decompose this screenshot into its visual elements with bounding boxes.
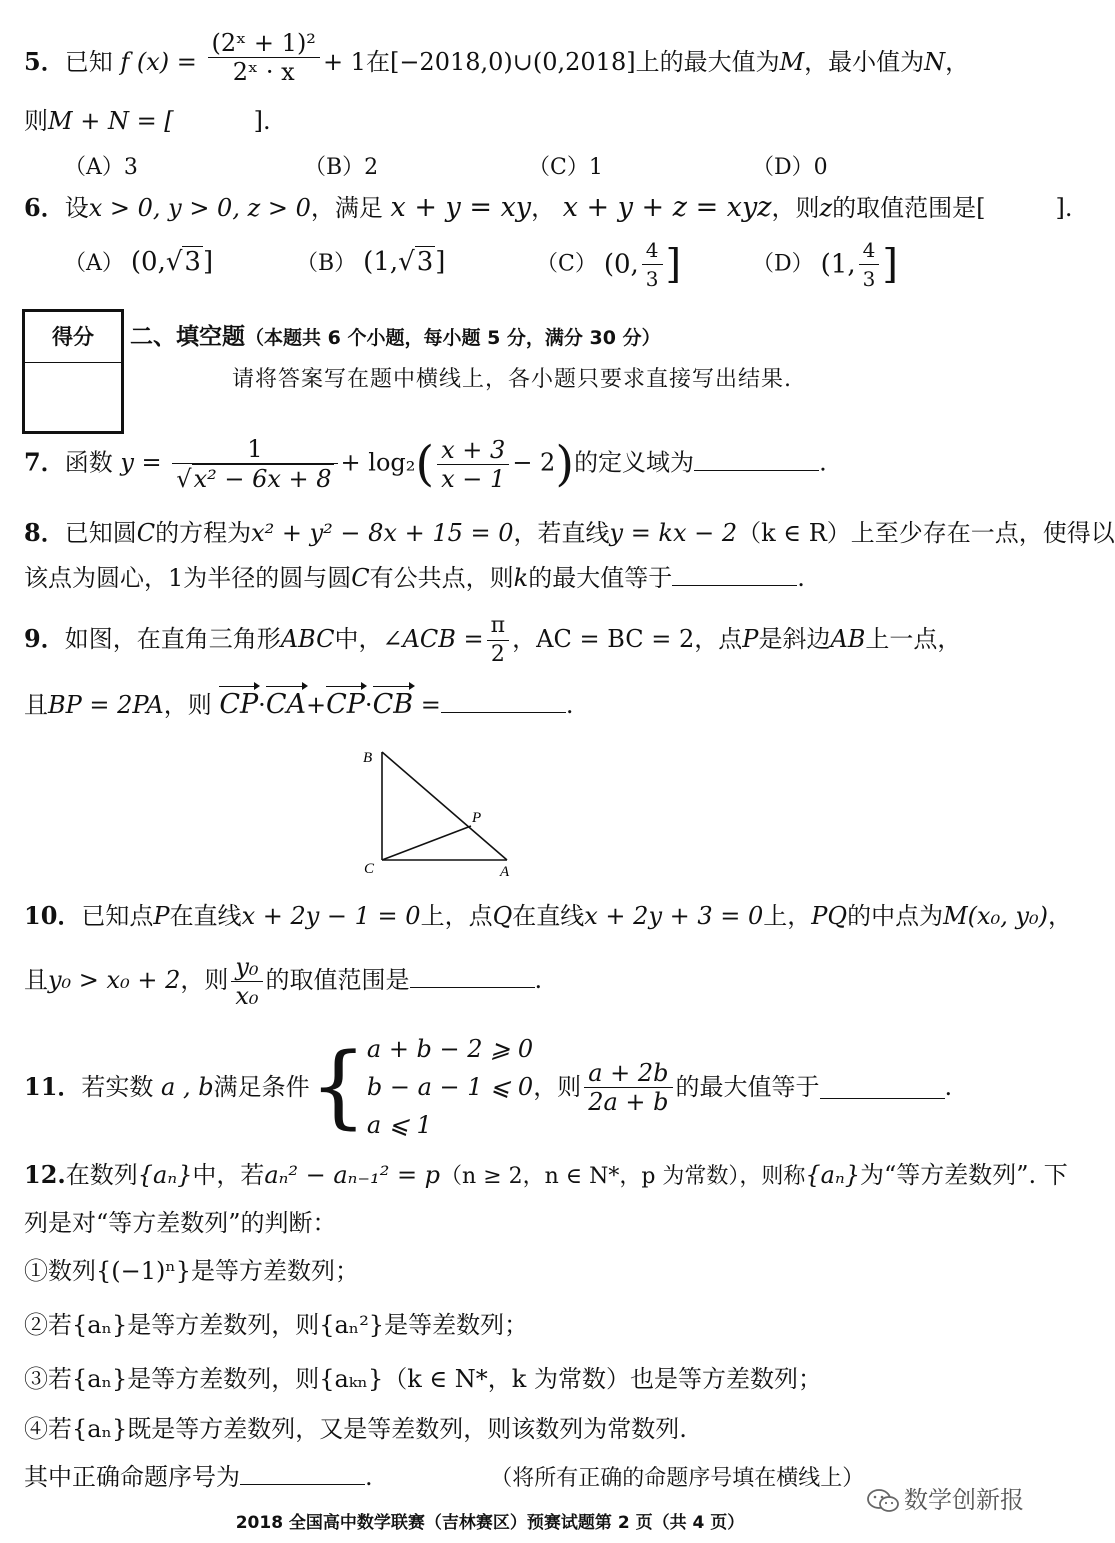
- q8-lead: 已知圆: [64, 519, 137, 547]
- q10-comma: ，: [1048, 902, 1073, 930]
- q12-tail: 为“等方差数列”. 下: [859, 1161, 1068, 1189]
- q10-mid4: 上，: [763, 902, 812, 930]
- q12-final-note: （将所有正确的命题序号填在横线上）: [490, 1466, 865, 1491]
- q11-answer-blank[interactable]: [820, 1076, 945, 1099]
- triangle-segment-cp: [382, 826, 471, 860]
- q9-tail: 是斜边: [758, 625, 831, 653]
- q9-tail2: 上一点，: [865, 625, 962, 653]
- q8-answer-blank[interactable]: [672, 563, 797, 586]
- q7-frac1: [172, 435, 337, 493]
- q12-eq: aₙ² − aₙ₋₁² = p: [264, 1161, 441, 1189]
- q6-option-a-label: （A）: [64, 251, 124, 276]
- q11-c1: a + b − 2 ⩾ 0: [366, 1035, 534, 1063]
- q5-frac-num: (2ˣ + 1)²: [208, 29, 320, 58]
- q9-answer-blank[interactable]: [441, 690, 566, 713]
- q5-option-d[interactable]: （D）0: [752, 155, 828, 180]
- q8-line1: [24, 518, 1115, 548]
- q8-number: 8．: [24, 518, 65, 547]
- triangle-side-ab: [382, 752, 507, 860]
- section-title-text: 二、填空题: [130, 324, 245, 350]
- q12-mid: 中，若: [192, 1161, 265, 1189]
- q9-mid: 中，: [334, 625, 383, 653]
- q8-kR: （k ∈ R）: [737, 519, 851, 547]
- score-label: 得分: [25, 312, 121, 363]
- q6-option-a-left: (0,: [130, 247, 166, 277]
- q6-tail: 的取值范围是[: [832, 194, 986, 222]
- q11-lead: 若实数: [81, 1073, 154, 1101]
- q6-option-d-right: ]: [882, 241, 898, 288]
- q9-ABC: ABC: [280, 625, 335, 653]
- q10-PQ: PQ: [811, 902, 848, 930]
- q8-line-pre: ，若直线: [513, 519, 610, 547]
- q5-plus1: + 1: [322, 48, 366, 76]
- q5-option-c[interactable]: （C）1: [528, 155, 603, 180]
- q5-option-a[interactable]: （A）3: [64, 155, 138, 180]
- watermark-text: 数学创新报: [904, 1486, 1024, 1514]
- q12-lead: 在数列: [65, 1161, 138, 1189]
- q10-end: .: [534, 966, 543, 994]
- q11-frac-den: 2a + b: [588, 1087, 669, 1116]
- q8-eq: x² + y² − 8x + 15 = 0: [251, 519, 514, 547]
- q11-c3: a ⩽ 1: [366, 1111, 432, 1139]
- q7-inner-den: x − 1: [441, 464, 506, 493]
- q7-plus-log: + log₂: [340, 448, 416, 477]
- q9-line2-mid: ，则: [163, 691, 212, 719]
- q8-eq-pre: 的方程为: [155, 519, 252, 547]
- q10-P: P: [153, 902, 170, 930]
- q6-option-c-right: ]: [665, 241, 682, 288]
- q6-option-a-right: ]: [202, 247, 214, 277]
- q7-sqrt-body: x² − 6x + 8: [193, 465, 332, 493]
- q5-fx: f (x) =: [120, 48, 197, 76]
- page-footer: 2018 全国高中数学联赛（吉林赛区）预赛试题第 2 页（共 4 页）: [235, 1513, 745, 1533]
- q8-tail: 上至少存在一点，使得以: [850, 519, 1115, 547]
- q12-answer-blank[interactable]: [240, 1462, 365, 1485]
- q7-answer-blank[interactable]: [694, 448, 819, 471]
- q9-vec-cb: CB: [373, 684, 414, 720]
- q12-item-1: ①数列{(−1)ⁿ}是等方差数列；: [24, 1257, 360, 1285]
- q6-option-a[interactable]: （A） (0,√3]: [64, 247, 214, 277]
- q8-line2-text: 该点为圆心，1为半径的圆与圆: [24, 564, 352, 592]
- q11-number: 11．: [24, 1072, 82, 1101]
- q8-line2-mid: 有公共点，则: [369, 564, 514, 592]
- q10-l2: x + 2y + 3 = 0: [584, 902, 764, 930]
- score-input-area[interactable]: [25, 363, 121, 428]
- q6-z: z: [819, 194, 833, 222]
- q6-option-c[interactable]: [536, 236, 681, 293]
- q8-C: C: [136, 519, 156, 547]
- q7-y: y =: [120, 448, 162, 477]
- q11-c2: b − a − 1 ⩽ 0: [366, 1073, 534, 1101]
- q6-option-b-label: （B）: [296, 251, 357, 276]
- q12-final-lead: 其中正确命题序号为: [24, 1463, 240, 1491]
- q10-tail: 的取值范围是: [265, 966, 410, 994]
- q7-frac2: [437, 436, 509, 493]
- fig-label-a: A: [500, 864, 510, 880]
- q9-vec-ca: CA: [266, 684, 306, 720]
- q11-mid: 满足条件: [213, 1073, 310, 1101]
- q5-line2: [24, 106, 271, 136]
- q6-option-b-val: 3: [416, 247, 434, 277]
- q9-plus: +: [305, 691, 327, 719]
- q9-AB: AB: [830, 625, 866, 653]
- fig-label-b: B: [363, 750, 373, 766]
- q8-end: .: [797, 564, 805, 592]
- q8-line2-tail: 的最大值等于: [528, 564, 673, 592]
- q9-end: .: [565, 691, 574, 719]
- q6-eq2: x + y + z = xyz: [562, 192, 772, 223]
- q9-eq: =: [420, 691, 441, 719]
- q8-line2: [24, 563, 805, 593]
- score-box: [22, 309, 124, 434]
- q6-option-c-num: 4: [642, 236, 663, 265]
- q10-frac: [231, 953, 262, 1010]
- q10-line2: [24, 953, 542, 1010]
- q7-lead: 函数: [64, 448, 113, 477]
- q5-max-text: 上的最大值为: [635, 48, 780, 76]
- q8-C2: C: [351, 564, 370, 592]
- q6-option-c-left: (0,: [603, 249, 639, 280]
- q9-P: P: [742, 625, 759, 653]
- q12-item-4: ④若{aₙ}既是等方差数列，又是等差数列，则该数列为常数列.: [24, 1415, 687, 1443]
- q10-line2-lead: 且: [24, 966, 48, 994]
- q5-option-b[interactable]: （B）2: [304, 155, 379, 180]
- q10-mid5: 的中点为: [847, 902, 944, 930]
- q9-angle: ∠ACB =: [382, 625, 484, 653]
- q6-option-d-label: （D）: [752, 251, 814, 277]
- q6-eq1: x + y = xy: [390, 192, 532, 223]
- q9-pi: π: [487, 612, 509, 641]
- q12-number: 12.: [24, 1160, 66, 1189]
- q9-two: 2: [490, 642, 505, 667]
- q11-line: [24, 1030, 952, 1144]
- q9-dot2: ·: [364, 691, 373, 719]
- q6-option-d-den: 3: [862, 267, 876, 291]
- q9-cond: ，AC = BC = 2，点: [512, 625, 743, 653]
- q9-line2: [24, 684, 573, 720]
- section-instruction: 请将答案写在题中横线上，各小题只要求直接写出结果.: [232, 367, 792, 392]
- section-title: [130, 322, 661, 353]
- q9-number: 9．: [24, 624, 65, 653]
- q6-tail-pre: ，则: [771, 194, 820, 222]
- q10-frac-den: x₀: [235, 982, 259, 1010]
- q5-min-text: ，最小值为: [804, 48, 925, 76]
- q9-triangle-figure: [350, 738, 530, 883]
- q6-option-d[interactable]: [752, 236, 898, 293]
- q12-an2: {aₙ}: [805, 1161, 860, 1189]
- q10-mid1: 在直线: [169, 902, 242, 930]
- q10-mid2: 上，点: [420, 902, 493, 930]
- q6-option-c-label: （C）: [536, 251, 597, 277]
- q11-brace: {: [309, 1034, 367, 1139]
- q12-item-2: ②若{aₙ}是等方差数列，则{aₙ²}是等差数列；: [24, 1311, 529, 1339]
- q7-minus2: − 2: [512, 448, 556, 477]
- q5-fraction: [208, 29, 320, 86]
- q6-option-b-left: (1,: [363, 247, 399, 277]
- q9-dot1: ·: [258, 691, 266, 719]
- q8-line: y = kx − 2: [609, 519, 738, 547]
- q9-vec-cp1: CP: [219, 684, 258, 720]
- q6-option-b-right: ]: [435, 247, 446, 277]
- q5-lead: 已知: [64, 48, 113, 76]
- q5-comma: ，: [945, 48, 970, 76]
- q11-tail: 的最大值等于: [675, 1073, 820, 1101]
- q6-option-b[interactable]: （B） (1,√3]: [296, 247, 446, 277]
- q10-lead: 已知点: [81, 902, 154, 930]
- q11-frac-num: a + 2b: [584, 1059, 672, 1088]
- q7-frac1-num: 1: [172, 435, 337, 464]
- q10-line2-mid: ，则: [180, 966, 229, 994]
- q10-Mpt: M(x₀, y₀): [943, 902, 1049, 930]
- q5-interval: [−2018,0)∪(0,2018]: [389, 48, 636, 76]
- q6-cond: x > 0, y > 0, z > 0: [88, 194, 311, 222]
- q9-pi-frac: [487, 612, 509, 669]
- q12-an: {aₙ}: [137, 1161, 193, 1189]
- q10-mid3: 在直线: [512, 902, 585, 930]
- q11-cases: [367, 1030, 533, 1144]
- q10-answer-blank[interactable]: [410, 965, 535, 988]
- q8-k: k: [513, 564, 529, 592]
- q7-line: 7．函数 y = $\frac{1}{\text{√x² − 6x + 8}}$ + log₂( $\frac{x + 3}{x - 1}$ − 2)的定义域为 .: [24, 435, 827, 493]
- q5-N: N: [924, 48, 946, 76]
- q12-cond: （n ≥ 2，n ∈ N*，p 为常数），则称: [440, 1164, 806, 1189]
- q11-end: .: [944, 1073, 953, 1101]
- q12-final-end: .: [365, 1463, 373, 1491]
- q5-M: M: [779, 48, 805, 76]
- q5-line2-lead: 则: [24, 107, 48, 135]
- q7-frac1-den: √x² − 6x + 8: [176, 465, 332, 493]
- q7-end: .: [819, 448, 827, 477]
- q10-line1: [24, 901, 1072, 931]
- q7-tail: 的定义域为: [574, 448, 695, 477]
- q5-number: 5．: [24, 47, 65, 76]
- q5-zai: 在: [365, 48, 390, 76]
- q5-frac-den: 2ˣ · x: [232, 58, 295, 86]
- q9-line1: [24, 612, 961, 669]
- section-title-note: （本题共 6 个小题，每小题 5 分，满分 30 分）: [245, 327, 661, 349]
- q11-then: ，则: [533, 1073, 582, 1101]
- q7-inner-num: x + 3: [437, 436, 509, 465]
- q11-vars: a , b: [161, 1073, 214, 1101]
- q11-frac: [584, 1059, 672, 1116]
- fig-label-c: C: [364, 861, 375, 877]
- q10-l1: x + 2y − 1 = 0: [241, 902, 421, 930]
- q10-cond: y₀ > x₀ + 2: [48, 966, 181, 994]
- q12-final: [24, 1462, 864, 1494]
- q7-number: 7．: [24, 447, 65, 477]
- q6-sep: ，: [531, 194, 556, 222]
- q6-option-d-num: 4: [859, 236, 880, 265]
- q6-option-c-den: 3: [645, 267, 659, 291]
- q5-line2-expr: M + N = [: [48, 107, 174, 135]
- q12-item-3: ③若{aₙ}是等方差数列，则{aₖₙ}（k ∈ N*，k 为常数）也是等方差数列；: [24, 1365, 822, 1393]
- q6-tail-end: ].: [1055, 194, 1073, 222]
- q12-line1: [24, 1160, 1068, 1192]
- q5-line1: [24, 29, 970, 92]
- q10-number: 10．: [24, 901, 82, 930]
- q9-line2-lead: 且: [24, 691, 48, 719]
- q5-line2-end: ].: [253, 107, 271, 135]
- q9-bp: BP = 2PA: [48, 691, 164, 719]
- q6-lead: 设: [64, 194, 89, 222]
- q10-Q: Q: [492, 902, 513, 930]
- q6-option-d-left: (1,: [820, 249, 856, 280]
- q12-line2: 列是对“等方差数列”的判断：: [24, 1209, 337, 1237]
- q6-line1: [24, 193, 1073, 223]
- q10-frac-num: y₀: [231, 953, 262, 982]
- q9-vec-cp2: CP: [326, 684, 365, 720]
- q9-lead: 如图，在直角三角形: [64, 625, 281, 653]
- q6-number: 6．: [24, 193, 65, 222]
- q6-option-a-val: 3: [184, 247, 201, 277]
- q6-satisfy: ，满足: [310, 194, 383, 222]
- fig-label-p: P: [472, 810, 482, 826]
